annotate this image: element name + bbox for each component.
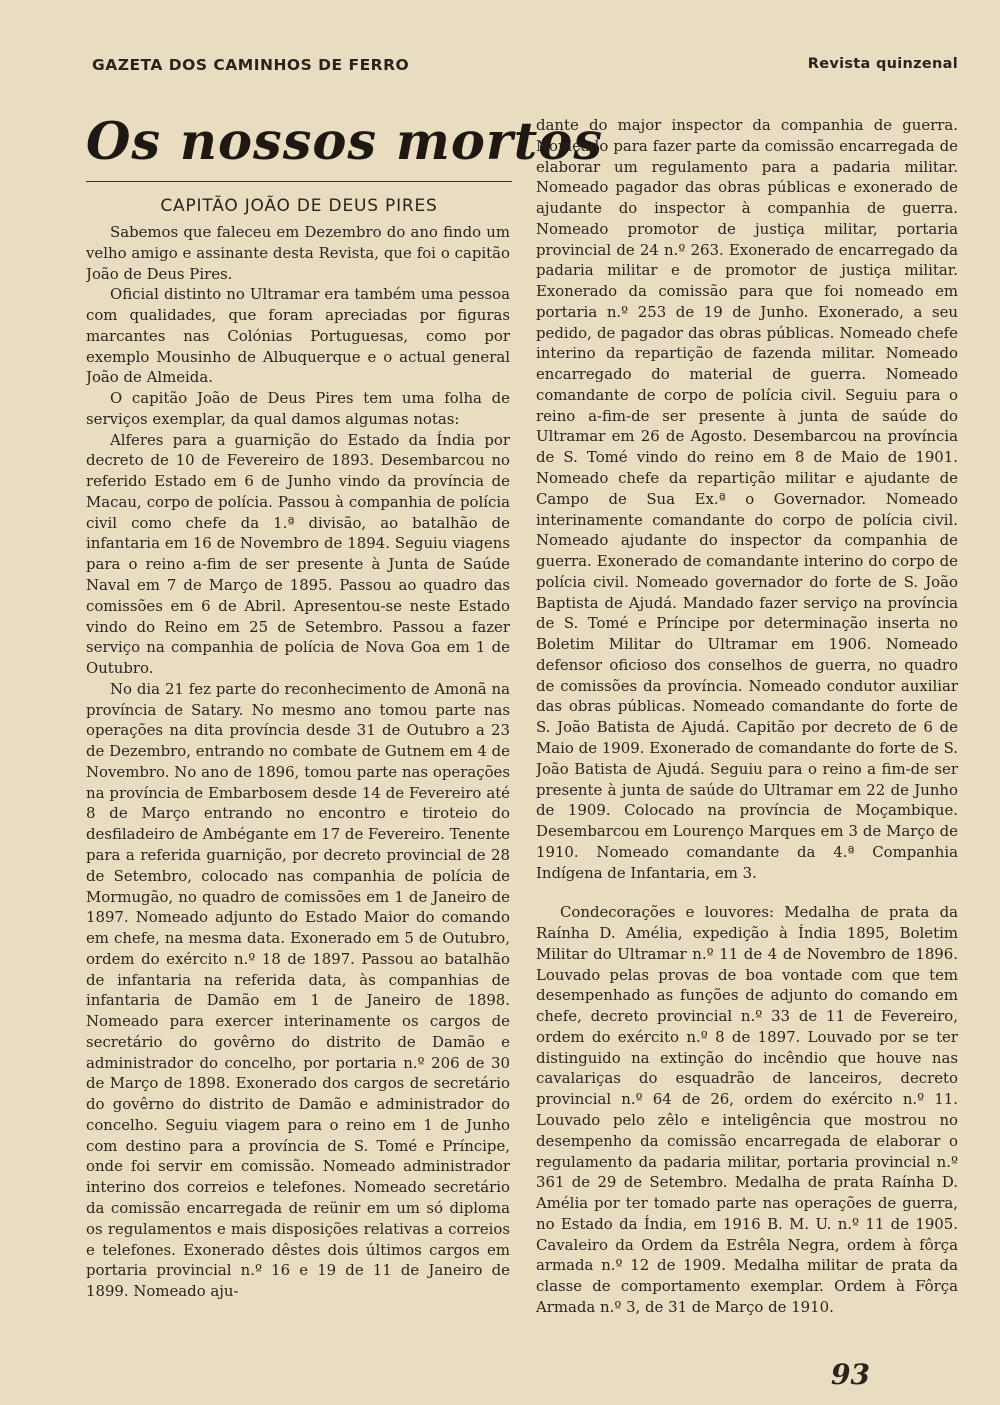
paragraph: O capitão João de Deus Pires tem uma folha de serviços exemplar, da qual damos algumas notas: bbox=[86, 389, 510, 428]
page-number: 93 bbox=[831, 1358, 870, 1391]
running-head-subtitle: Revista quinzenal bbox=[807, 56, 958, 72]
paragraph: Oficial distinto no Ultramar era também uma pessoa com qualidades, que foram apreciadas por figuras marcantes nas Colónias Portuguesas, como por exemplo Mousinho de Albuquerque e o actual general João de Almeida. bbox=[86, 285, 510, 387]
paragraph: Condecorações e louvores: Medalha de prata da Raínha D. Amélia, expedição à Índia 1895, Boletim Militar do Ultramar n.º 11 de 4 de Novembro de 1896. Louvado pelas provas de boa vontade com que tem desempenhado as funções de adjunto do comando em chefe, decreto provincial n.º 33 de 11 de Fevereiro, ordem do exército n.º 8 de 1897. Louvado por se ter distinguido na extinção do incêndio que houve nas cavalariças do esquadrão de lanceiros, decreto provincial n.º 64 de 26, ordem do exército n.º 11. Louvado pelo zêlo e inteligência que mostrou no desempenho da comissão encarregada de elaborar o regulamento da padaria militar, portaria provincial n.º 361 de 29 de Setembro. Medalha de prata Raínha D. Amélia por ter tomado parte nas operações de guerra, no Estado da Índia, em 1916 B. M. U. n.º 11 de 1905. Cavaleiro da Ordem da Estrêla Negra, ordem à fôrça armada n.º 12 de 1909. Medalha militar de prata da classe de comportamento exemplar. Ordem à Fôrça Armada n.º 3, de 31 de Março de 1910. bbox=[536, 903, 958, 1316]
paragraph: No dia 21 fez parte do reconhecimento de Amonã na província de Satary. No mesmo ano tomou parte nas operações na dita província desde 31 de Outubro a 23 de Dezembro, entrando no combate de Gutnem em 4 de Novembro. No ano de 1896, tomou parte nas operações na província de Embarbosem desde 14 de Fevereiro até 8 de Março entrando no encontro e tiroteio do desfiladeiro de Ambégante em 17 de Fevereiro. Tenente para a referida guarnição, por decreto provincial de 28 de Setembro, colocado nas companhia de polícia de Mormugão, no quadro de comissões em 1 de Janeiro de 1897. Nomeado adjunto do Estado Maior do comando em chefe, na mesma data. Exonerado em 5 de Outubro, ordem do exército n.º 18 de 1897. Passou ao batalhão de infantaria na referida data, às companhias de infantaria de Damão em 1 de Janeiro de 1898. Nomeado para exercer interinamente os cargos de secretário do govêrno do distrito de Damão e administrador do concelho, por portaria n.º 206 de 30 de Março de 1898. Exonerado dos cargos de secretário do govêrno do distrito de Damão e administrador do concelho. Seguiu viagem para o reino em 1 de Junho com destino para a província de S. Tomé e Príncipe, onde foi servir em comissão. Nomeado administrador interino dos correios e telefones. Nomeado secretário da comissão encarregada de reünir em um só diploma os regulamentos e mais disposições relativas a correios e telefones. Exonerado dêstes dois últimos cargos em portaria provincial n.º 16 e 19 de 11 de Janeiro de 1899. Nomeado aju- bbox=[86, 679, 510, 1301]
paragraph: Alferes para a guarnição do Estado da Índia por decreto de 10 de Fevereiro de 1893. Desembarcou no referido Estado em 6 de Junho vindo da província de Macau, corpo de polícia. Passou à companhia de polícia civil como chefe da 1.ª divisão, ao batalhão de infantaria em 16 de Novembro de 1894. Seguiu viagens para o reino a-fim de ser presente à Junta de Saúde Naval em 7 de Março de 1895. Passou ao quadro das comissões em 6 de Abril. Apresentou-se neste Estado vindo do Reino em 25 de Setembro. Passou a fazer serviço na companhia de polícia de Nova Goa em 1 de Outubro. bbox=[86, 430, 510, 678]
article-title: Os nossos mortos bbox=[86, 112, 604, 172]
running-head-title: GAZETA DOS CAMINHOS DE FERRO bbox=[92, 56, 410, 74]
title-divider bbox=[86, 181, 512, 182]
paragraph: dante do major inspector da companhia de guerra. Nomeado para fazer parte da comissão encarregada de elaborar um regulamento para a padaria militar. Nomeado pagador das obras públicas e exonerado de ajudante do inspector à companhia de guerra. Nomeado promotor de justiça militar, portaria provincial de 24 n.º 263. Exonerado de encarregado da padaria militar e de promotor de justiça militar. Exonerado da comissão para que foi nomeado em portaria n.º 253 de 19 de Junho. Exonerado, a seu pedido, de pagador das obras públicas. Nomeado chefe interino da repartição de fazenda militar. Nomeado encarregado do material de guerra. Nomeado comandante de corpo de polícia civil. Seguiu para o reino a-fim-de ser presente à junta de saúde do Ultramar em 26 de Agosto. Desembarcou na província de S. Tomé vindo do reino em 8 de Maio de 1901. Nomeado chefe da repartição militar e ajudante de Campo de Sua Ex.ª o Governador. Nomeado interinamente comandante do corpo de polícia civil. Nomeado ajudante do inspector da companhia de guerra. Exonerado de comandante interino do corpo de polícia civil. Nomeado governador do forte de S. João Baptista de Ajudá. Mandado fazer serviço na província de S. Tomé e Príncipe por determinação inserta no Boletim Militar do Ultramar em 1906. Nomeado defensor oficioso dos conselhos de guerra, no quadro de comissões da província. Nomeado condutor auxiliar das obras públicas. Nomeado comandante do forte de S. João Batista de Ajudá. Capitão por decreto de 6 de Maio de 1909. Exonerado de comandante do forte de S. João Batista de Ajudá. Seguiu para o reino a fim-de ser presente à junta de saúde do Ultramar em 22 de Junho de 1909. Colocado na província de Moçambique. Desembarcou em Lourenço Marques em 3 de Março de 1910. Nomeado comandante da 4.ª Companhia Indígena de Infantaria, em 3. bbox=[536, 116, 958, 882]
paragraph: Sabemos que faleceu em Dezembro do ano findo um velho amigo e assinante desta Revista, que foi o capitão João de Deus Pires. bbox=[86, 223, 510, 283]
left-column bbox=[86, 222, 510, 1302]
article-subtitle: CAPITÃO JOÃO DE DEUS PIRES bbox=[160, 196, 438, 216]
right-column bbox=[536, 115, 958, 1318]
